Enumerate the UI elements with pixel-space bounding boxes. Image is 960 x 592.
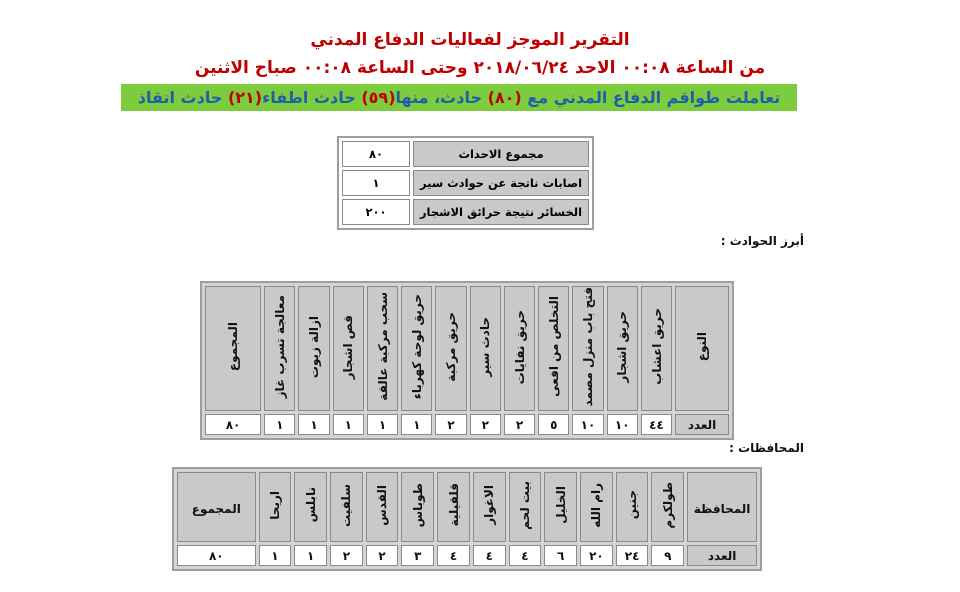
incidents-column-value: ١٠ [607,414,638,435]
governorates-column-label: طولكرم [651,472,684,542]
incidents-total-label: المجموع [205,286,261,411]
governorates-column-value: ٢ [330,545,363,566]
governorates-column-label: طوباس [401,472,434,542]
governorates-column-label: رام الله [580,472,613,542]
governorates-column-label: نابلس [294,472,327,542]
report-title: التقرير الموجز لفعاليات الدفاع المدني [310,30,630,50]
banner-fire-count: (٥٩) [361,88,396,107]
governorates-gov-header: المحافظة [687,472,757,542]
governorates-column-value: ٤ [509,545,542,566]
incidents-column-label: فتح باب منزل مصمد [572,286,603,411]
governorates-column-value: ١ [294,545,327,566]
incidents-section-label: أبرز الحوادث : [720,234,804,248]
incidents-column-label: حريق اشجار [607,286,638,411]
incidents-column-value: ١٠ [572,414,603,435]
governorates-section-label: المحافظات : [729,441,804,455]
governorates-column-label: بيت لحم [509,472,542,542]
governorates-column-value: ٣ [401,545,434,566]
incidents-column-value: ١ [367,414,398,435]
governorates-column-value: ٦ [544,545,577,566]
incidents-column-value: ١ [298,414,329,435]
incidents-column-label: ازالة زيوت [298,286,329,411]
incidents-table [200,281,734,440]
report-period: من الساعة ٠٠:٠٨ الاحد ٢٠١٨/٠٦/٢٤ وحتى الساعة ٠٠:٠٨ صباح الاثنين [194,58,766,78]
governorates-column-value: ٢٠ [580,545,613,566]
governorates-count-header: العدد [687,545,757,566]
incidents-column-label: قص اشجار [333,286,364,411]
governorates-column-label: سلفيت [330,472,363,542]
summary-row [342,141,589,167]
governorates-column-value: ٢ [366,545,399,566]
summary-label: اصابات ناتجة عن حوادث سير [413,170,589,196]
governorates-header-row [177,472,757,542]
governorates-column-label: القدس [366,472,399,542]
incidents-value-row [205,414,729,435]
incidents-column-label: معالجة تسرب غاز [264,286,295,411]
banner-text-4: حادث انقاذ [137,88,228,107]
banner-text-2: حادث، منها [395,88,488,107]
incidents-column-label: حريق نفايات [504,286,535,411]
summary-row [342,170,589,196]
banner-text-3: حادث اطفاء [262,88,362,107]
summary-value: ١ [342,170,410,196]
incidents-count-header: العدد [675,414,729,435]
governorates-column-label: اريحا [259,472,292,542]
incidents-column-label: حريق لوحة كهرباء [401,286,432,411]
incidents-type-header: النوع [675,286,729,411]
summary-value: ٨٠ [342,141,410,167]
governorates-column-value: ٤ [473,545,506,566]
incidents-header-row [205,286,729,411]
incidents-column-label: التخلص من افعى [538,286,569,411]
governorates-column-value: ٤ [437,545,470,566]
summary-row [342,199,589,225]
incidents-column-value: ٤٤ [641,414,672,435]
governorates-column-label: جنين [616,472,649,542]
governorates-column-label: قلقيلية [437,472,470,542]
incidents-column-label: حريق مركبة [435,286,466,411]
incidents-column-value: ١ [264,414,295,435]
incidents-column-value: ٥ [538,414,569,435]
incidents-total-value: ٨٠ [205,414,261,435]
incidents-column-label: حادث سير [470,286,501,411]
banner-text-1: تعاملت طواقم الدفاع المدني مع [521,88,781,107]
summary-label: الخسائر نتيجة حرائق الاشجار [413,199,589,225]
summary-banner [121,84,797,111]
incidents-column-value: ٢ [504,414,535,435]
governorates-column-value: ١ [259,545,292,566]
summary-table [337,136,594,230]
summary-value: ٢٠٠ [342,199,410,225]
governorates-total-label: المجموع [177,472,256,542]
governorates-column-label: الخليل [544,472,577,542]
incidents-column-label: حريق اعشاب [641,286,672,411]
incidents-column-value: ١ [333,414,364,435]
governorates-total-value: ٨٠ [177,545,256,566]
banner-total-count: (٨٠) [487,88,522,107]
governorates-table [172,467,762,571]
incidents-column-value: ٢ [435,414,466,435]
banner-rescue-count: (٢١) [227,88,263,107]
governorates-column-value: ٩ [651,545,684,566]
governorates-column-label: الاغوار [473,472,506,542]
governorates-value-row [177,545,757,566]
incidents-column-label: سحب مركبة عالقة [367,286,398,411]
governorates-column-value: ٢٤ [616,545,649,566]
incidents-column-value: ١ [401,414,432,435]
incidents-column-value: ٢ [470,414,501,435]
summary-label: مجموع الاحداث [413,141,589,167]
